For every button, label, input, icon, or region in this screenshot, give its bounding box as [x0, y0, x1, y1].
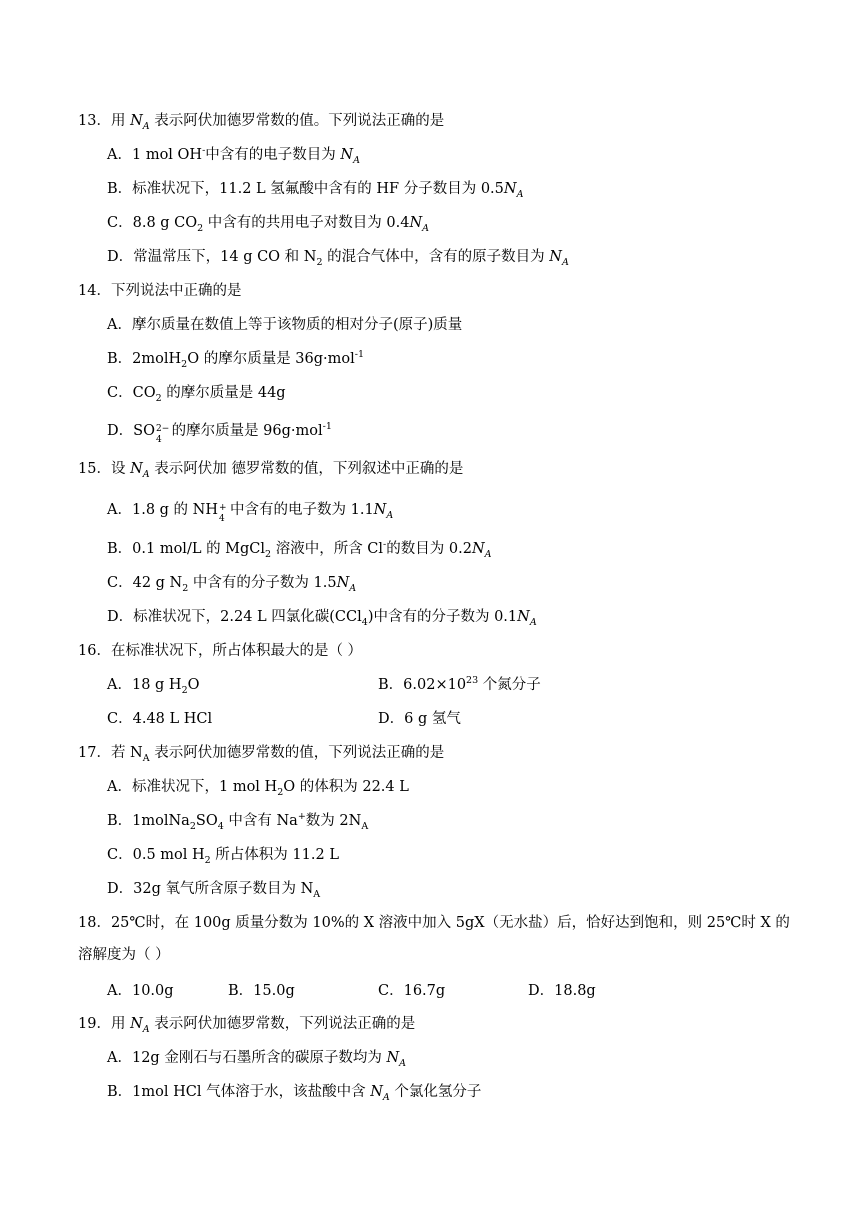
question-13-option-c: C．8.8 g $CO_2$ 中含有的共用电子对数目为 $0.4N_A$ [107, 215, 430, 234]
question-14-option-d: D．SO 2− 4 的摩尔质量是 96g·mol$^{-1}$ [107, 421, 332, 445]
question-13-option-b: B．标准状况下，11.2 L 氢氟酸中含有的 HF 分子数目为 $0.5N_A$ [107, 181, 524, 200]
question-number: 14． [78, 283, 111, 299]
question-19-stem: 19．用 $N_A$ 表示阿伏加德罗常数，下列说法正确的是 [78, 1016, 416, 1035]
question-number: 16． [78, 643, 111, 659]
question-14-stem: 14．下列说法中正确的是 [78, 283, 242, 299]
question-16-option-d: D．6 g 氢气 [378, 711, 461, 727]
ion-charge: + 4 [219, 503, 227, 524]
question-17-option-d: D．32g 氧气所含原子数目为 $N_A$ [107, 881, 321, 900]
question-14-option-a: A．摩尔质量在数值上等于该物质的相对分子(原子)质量 [107, 317, 463, 333]
question-15-stem: 15．设 $N_A$ 表示阿伏加 德罗常数的值，下列叙述中正确的是 [78, 461, 464, 480]
question-15-option-a: A．1.8 g 的 NH + 4 中含有的电子数为 $1.1N_A$ [107, 502, 394, 524]
question-18-option-b: B．15.0g [228, 983, 295, 999]
question-number: 13． [78, 113, 111, 129]
question-16-option-a: A．18 g $H_2O$ [107, 677, 200, 696]
ion-charge: 2− 4 [155, 424, 170, 445]
question-14-option-c: C．$CO_2$ 的摩尔质量是 44g [107, 385, 286, 404]
question-15-option-b: B．0.1 mol/L 的 MgCl$_2$ 溶液中，所含 Cl-的数目为 $0.2N_A$ [107, 539, 492, 560]
question-13-option-d: D．常温常压下，14 g CO 和 $N_2$ 的混合气体中，含有的原子数目为 $N_A$ [107, 249, 569, 268]
question-17-stem: 17．若 $N_A$ 表示阿伏加德罗常数的值，下列说法正确的是 [78, 745, 445, 764]
question-number: 15． [78, 461, 111, 477]
question-number: 18． [78, 915, 111, 931]
question-17-option-b: B．$1molNa_2SO_4$ 中含有 Na+数为 $2N_A$ [107, 811, 369, 832]
question-18-stem-continued: 溶解度为（ ） [78, 947, 170, 963]
question-16-option-b: B．$6.02\times 10^{23}$ 个氮分子 [378, 675, 541, 693]
question-18-option-c: C．16.7g [378, 983, 446, 999]
question-17-option-c: C．0.5 mol $H_2$ 所占体积为 11.2 L [107, 847, 339, 866]
question-16-option-c: C．4.48 L HCl [107, 711, 213, 727]
question-17-option-a: A．标准状况下，1 mol $H_2O$ 的体积为 22.4 L [107, 779, 409, 798]
question-number: 19． [78, 1016, 111, 1032]
question-18-stem: 18．25℃时，在 100g 质量分数为 10%的 X 溶液中加入 5gX（无水盐）后，恰好达到饱和，则 25℃时 X 的 [78, 915, 790, 931]
question-19-option-b: B．1mol HCl 气体溶于水，该盐酸中含 $N_A$ 个氯化氢分子 [107, 1084, 482, 1103]
question-18-option-d: D．18.8g [528, 983, 596, 999]
question-13-stem: 13．用 $N_A$ 表示阿伏加德罗常数的值。下列说法正确的是 [78, 113, 445, 132]
question-15-option-d: D．标准状况下，2.24 L 四氯化碳(CCl$_4$)中含有的分子数为 $0.1N_A$ [107, 609, 537, 628]
question-number: 17． [78, 745, 111, 761]
question-14-option-b: B．2molH$_2$O 的摩尔质量是 36g·mol$^{-1}$ [107, 349, 365, 370]
question-19-option-a: A．12g 金刚石与石墨所含的碳原子数均为 $N_A$ [107, 1050, 406, 1069]
question-15-option-c: C．42 g $N_2$ 中含有的分子数为 $1.5N_A$ [107, 575, 357, 594]
question-13-option-a: A．1 mol OH-中含有的电子数目为 $N_A$ [107, 145, 360, 166]
question-16-stem: 16．在标准状况下，所占体积最大的是（ ） [78, 643, 363, 659]
question-18-option-a: A．10.0g [107, 983, 174, 999]
